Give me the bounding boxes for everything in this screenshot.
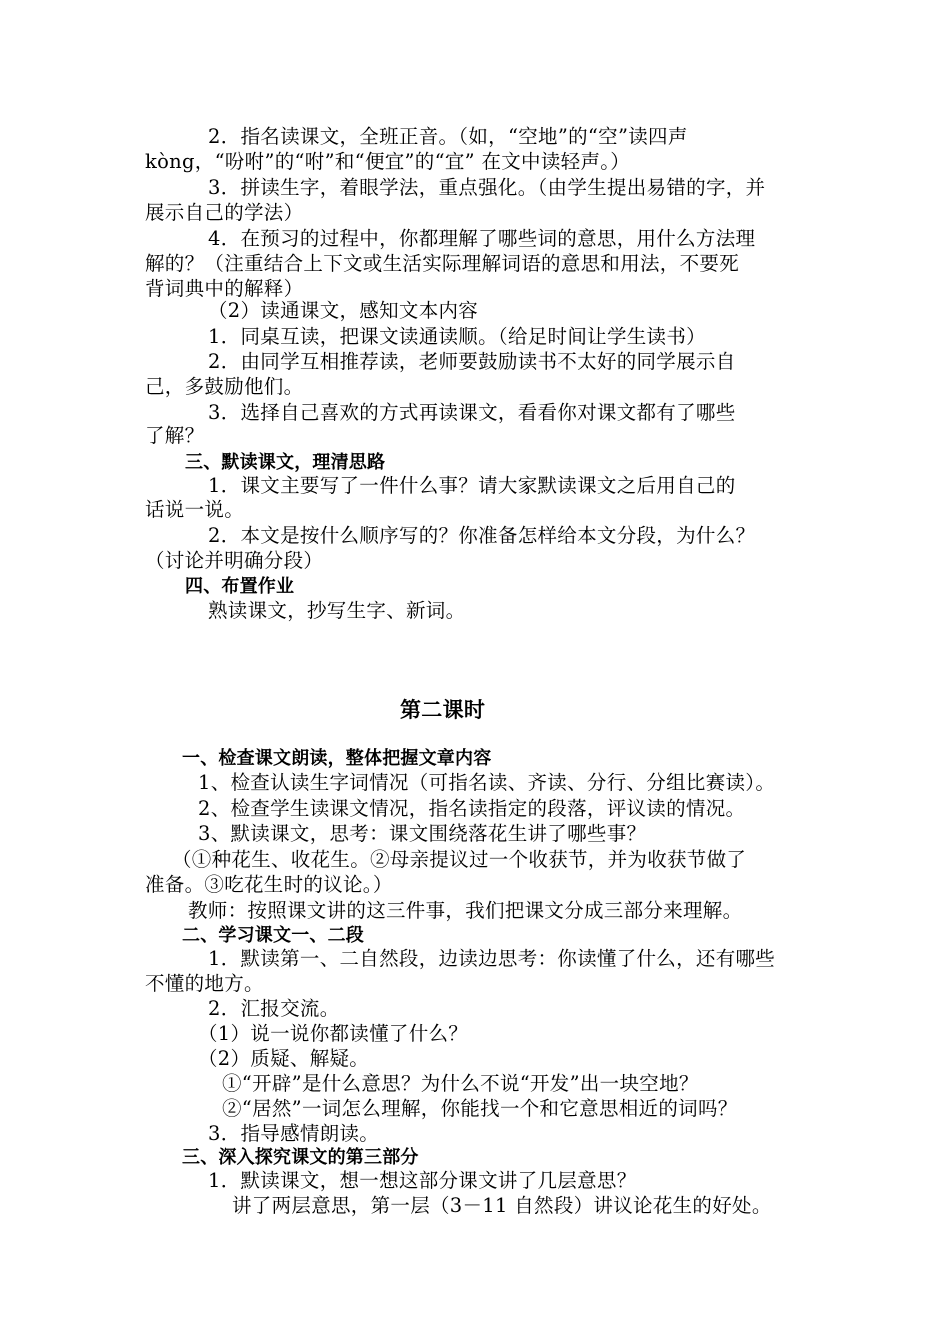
- paragraph-line: 不懂的地方。: [145, 972, 264, 995]
- paragraph-line: 1．默读课文，想一想这部分课文讲了几层意思？: [208, 1169, 637, 1192]
- paragraph-line: 熟读课文，抄写生字、新词。: [208, 599, 466, 622]
- paragraph-line: （讨论并明确分段）: [145, 549, 324, 572]
- paragraph-line: 2．指名读课文，全班正音。（如，“空地”的“空”读四声: [208, 125, 688, 148]
- lesson-title: 第二课时: [400, 698, 486, 722]
- paragraph-line: 1．默读第一、二自然段，边读边思考：你读懂了什么，还有哪些: [208, 947, 776, 970]
- paragraph-line: 了解？: [145, 424, 205, 447]
- paragraph-line: 己，多鼓励他们。: [145, 375, 304, 398]
- section-heading: 三、深入探究课文的第三部分: [182, 1147, 419, 1168]
- paragraph-line: 解的？（注重结合上下文或生活实际理解词语的意思和用法，不要死: [145, 252, 740, 275]
- paragraph-line: （①种花生、收花生。②母亲提议过一个收获节，并为收获节做了: [172, 848, 747, 871]
- subsection-heading: （2）读通课文，感知文本内容: [208, 299, 479, 322]
- paragraph-line: 话说一说。: [145, 498, 245, 521]
- paragraph-line: （2）质疑、解疑。: [198, 1047, 370, 1070]
- paragraph-line: （1）说一说你都读懂了什么？: [198, 1022, 469, 1045]
- paragraph-line: 2．本文是按什么顺序写的？你准备怎样给本文分段，为什么？: [208, 524, 756, 547]
- paragraph-line: 讲了两层意思，第一层（3－11 自然段）讲议论花生的好处。: [232, 1194, 772, 1217]
- paragraph-line: 准备。③吃花生时的议论。）: [145, 873, 393, 896]
- paragraph-line: 3、默读课文，思考：课文围绕落花生讲了哪些事？: [198, 822, 647, 845]
- paragraph-line: 3．拼读生字，着眼学法，重点强化。（由学生提出易错的字，并: [208, 176, 766, 199]
- paragraph-line: 4．在预习的过程中，你都理解了哪些词的意思，用什么方法理: [208, 227, 756, 250]
- paragraph-line: 2、检查学生读课文情况，指名读指定的段落，评议读的情况。: [198, 797, 746, 820]
- paragraph-line: 教师：按照课文讲的这三件事，我们把课文分成三部分来理解。: [188, 899, 743, 922]
- paragraph-line: 1．课文主要写了一件什么事？请大家默读课文之后用自己的: [208, 474, 736, 497]
- paragraph-line: 3．选择自己喜欢的方式再读课文，看看你对课文都有了哪些: [208, 401, 736, 424]
- paragraph-line: 背词典中的解释）: [145, 277, 304, 300]
- paragraph-line: 1、检查认读生字词情况（可指名读、齐读、分行、分组比赛读）。: [198, 771, 776, 794]
- paragraph-line: 2．汇报交流。: [208, 997, 340, 1020]
- section-heading: 二、学习课文一、二段: [182, 925, 364, 946]
- section-heading: 三、默读课文，理清思路: [185, 452, 386, 473]
- paragraph-line: ②“居然”一词怎么理解，你能找一个和它意思相近的词吗？: [222, 1097, 738, 1120]
- section-heading: 一、检查课文朗读，整体把握文章内容: [182, 748, 492, 769]
- section-heading: 四、布置作业: [185, 576, 295, 597]
- paragraph-line: 展示自己的学法）: [145, 201, 304, 224]
- paragraph-line: 1．同桌互读，把课文读通读顺。（给足时间让学生读书）: [208, 325, 706, 348]
- paragraph-line: ①“开辟”是什么意思？为什么不说“开发”出一块空地？: [222, 1072, 699, 1095]
- paragraph-line: 3．指导感情朗读。: [208, 1122, 380, 1145]
- paragraph-line: kòng，“吩咐”的“咐”和“便宜”的“宜” 在文中读轻声。）: [145, 150, 631, 173]
- paragraph-line: 2．由同学互相推荐读，老师要鼓励读书不太好的同学展示自: [208, 350, 736, 373]
